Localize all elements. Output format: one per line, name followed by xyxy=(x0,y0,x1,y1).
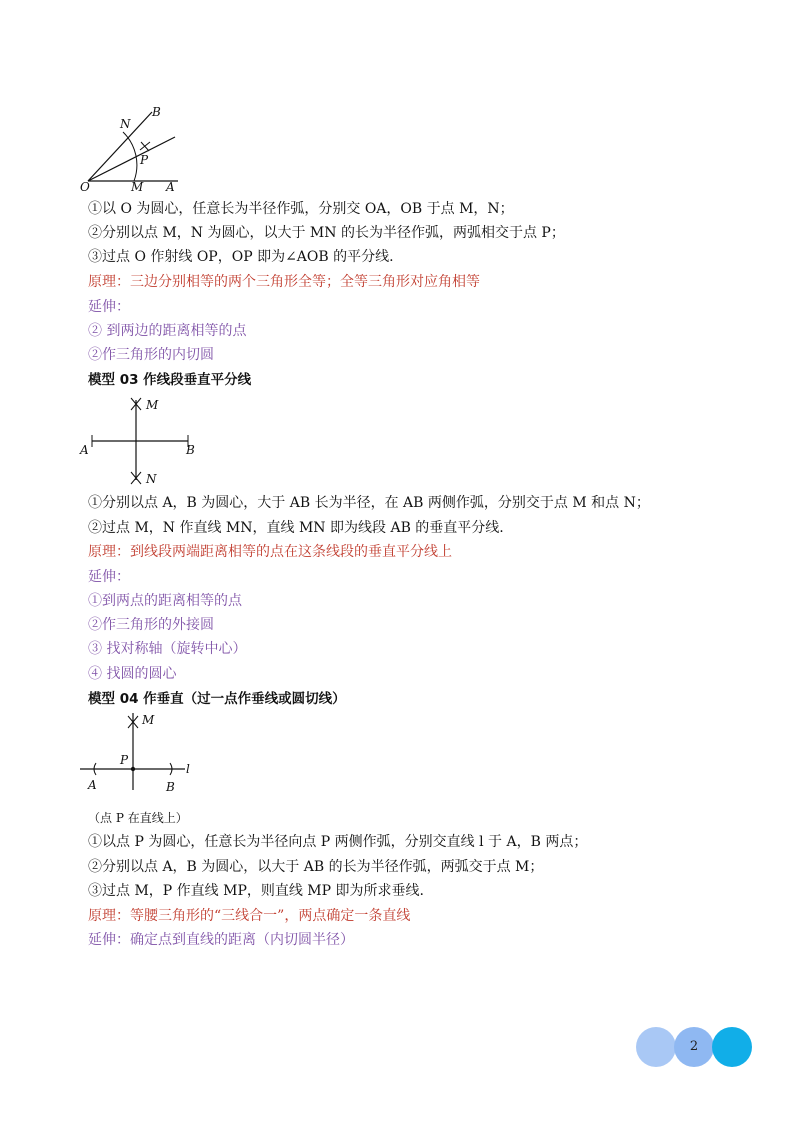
page-number-badge xyxy=(636,1027,752,1067)
label-A: A xyxy=(88,778,97,792)
s3-note: （点 P 在直线上） xyxy=(88,811,188,825)
s3-step3: ③过点 M，P 作直线 MP，则直线 MP 即为所求垂线. xyxy=(88,883,424,899)
s3-step1: ①以点 P 为圆心，任意长为半径向点 P 两侧作弧，分别交直线 l 于 A，B 两点； xyxy=(88,834,588,850)
page-number: 2 xyxy=(689,1039,699,1054)
s1-ext1: ② 到两边的距离相等的点 xyxy=(88,323,247,339)
label-A: A xyxy=(80,443,89,457)
s2-ext3: ③ 找对称轴（旋转中心） xyxy=(88,641,247,657)
s2-ext2: ②作三角形的外接圆 xyxy=(88,617,214,633)
label-M: M xyxy=(131,180,144,194)
s1-principle: 原理：三边分别相等的两个三角形全等；全等三角形对应角相等 xyxy=(88,274,480,290)
s2-ext1: ①到两点的距离相等的点 xyxy=(88,593,242,609)
s1-ext-title: 延伸： xyxy=(88,299,130,315)
label-A: A xyxy=(166,180,175,194)
label-B: B xyxy=(152,105,161,119)
s1-ext2: ②作三角形的内切圆 xyxy=(88,347,214,363)
label-P: P xyxy=(140,153,149,167)
s2-ext-title: 延伸： xyxy=(88,569,130,585)
label-O: O xyxy=(80,180,90,194)
s3-principle: 原理：等腰三角形的“三线合一”，两点确定一条直线 xyxy=(88,908,411,924)
s1-step1: ①以 O 为圆心，任意长为半径作弧，分别交 OA，OB 于点 M，N； xyxy=(88,201,514,217)
s2-ext4: ④ 找圆的圆心 xyxy=(88,666,177,682)
label-B: B xyxy=(186,443,195,457)
s2-principle: 原理：到线段两端距离相等的点在这条线段的垂直平分线上 xyxy=(88,544,452,560)
badge-circle-left xyxy=(636,1027,676,1067)
s3-ext: 延伸：确定点到直线的距离（内切圆半径） xyxy=(88,932,354,948)
label-P: P xyxy=(120,753,129,767)
s3-step2: ②分别以点 A，B 为圆心，以大于 AB 的长为半径作弧，两弧交于点 M； xyxy=(88,859,544,875)
label-l: l xyxy=(186,762,190,776)
label-M: M xyxy=(142,713,155,727)
label-N: N xyxy=(120,117,131,131)
label-M: M xyxy=(146,398,159,412)
s1-step2: ②分别以点 M，N 为圆心，以大于 MN 的长为半径作弧，两弧相交于点 P； xyxy=(88,225,565,241)
s2-step1: ①分别以点 A，B 为圆心，大于 AB 长为半径，在 AB 两侧作弧，分别交于点 M 和点 N； xyxy=(88,495,650,511)
s2-step2: ②过点 M，N 作直线 MN，直线 MN 即为线段 AB 的垂直平分线. xyxy=(88,520,504,536)
label-B: B xyxy=(166,780,175,794)
label-N: N xyxy=(146,472,157,486)
s1-step3: ③过点 O 作射线 OP，OP 即为∠AOB 的平分线. xyxy=(88,249,394,265)
s3-heading: 模型 04 作垂直（过一点作垂线或圆切线） xyxy=(88,691,346,707)
s2-heading: 模型 03 作线段垂直平分线 xyxy=(88,372,252,388)
badge-circle-right xyxy=(712,1027,752,1067)
